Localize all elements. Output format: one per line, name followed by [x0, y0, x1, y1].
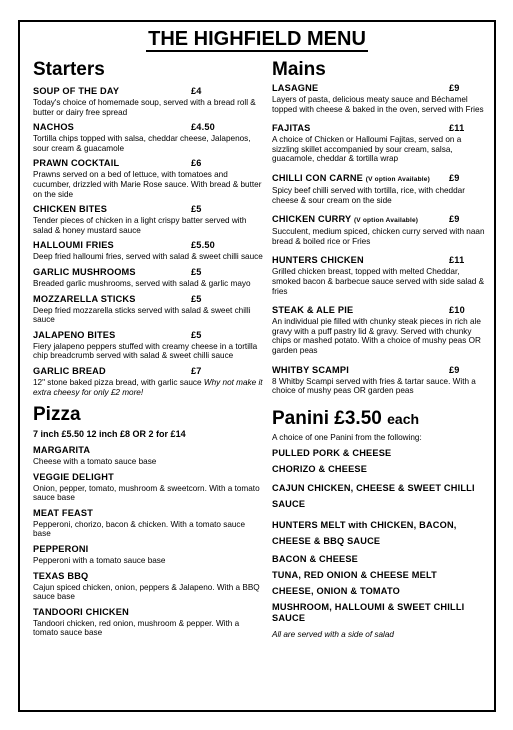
main-fajitas: [272, 123, 486, 164]
item-description: 8 Whitby Scampi served with fries & tartar sauce. With a choice of mushy peas OR garden peas: [272, 376, 476, 396]
item-description: Prawns served on a bed of lettuce, with tomatoes and cucumber, drizzled with Marie Rose sauce. With bread & butter on the side: [33, 170, 262, 199]
starter-garlic-bread: [33, 366, 263, 397]
starter-garlic-mushrooms: [33, 267, 263, 289]
panini-item: CHORIZO & CHEESE: [272, 463, 368, 474]
panini-intro: A choice of one Panini from the following:: [272, 432, 422, 442]
item-description: Tender pieces of chicken in a light crispy batter served with salad & honey mustard sauce: [33, 216, 247, 235]
pizza-prices: 7 inch £5.50 12 inch £8 OR 2 for £14: [33, 429, 186, 440]
item-price: £9: [449, 214, 460, 225]
pizza-heading: Pizza: [33, 404, 81, 426]
item-name: TANDOORI CHICKEN: [33, 606, 129, 617]
item-description: Today's choice of homemade soup, served with a bread roll & butter or dairy free spread: [33, 98, 256, 117]
item-name: VEGGIE DELIGHT: [33, 471, 114, 482]
item-price: £5: [191, 266, 202, 277]
item-name: JALAPENO BITES: [33, 329, 116, 340]
item-price: £5.50: [191, 240, 215, 251]
pizza-tandoori-chicken: [33, 607, 263, 638]
pizza-texas-bbq: [33, 571, 263, 602]
item-name: TEXAS BBQ: [33, 570, 89, 581]
item-price: £7: [191, 365, 202, 376]
v-option-tag: (V option Available): [365, 175, 430, 183]
item-price: £9: [449, 364, 460, 375]
starter-prawn-cocktail: [33, 158, 263, 199]
panini-item: HUNTERS MELT with CHICKEN, BACON, CHEESE & BBQ SAUCE: [272, 519, 457, 546]
item-name: STEAK & ALE PIE: [272, 305, 354, 316]
item-price: £5: [191, 293, 202, 304]
left-column: [33, 59, 263, 638]
item-description: Layers of pasta, delicious meaty sauce and Béchamel topped with cheese & baked in the oven, served with Fries: [272, 95, 484, 114]
starter-mozzarella-sticks: [33, 294, 263, 325]
main-lasagne: [272, 83, 486, 114]
item-name: MOZZARELLA STICKS: [33, 293, 136, 304]
panini-item: PULLED PORK & CHEESE: [272, 447, 392, 458]
item-name: CHILLI CON CARNE: [272, 172, 363, 183]
item-description: Onion, pepper, tomato, mushroom & sweetcorn. With a tomato sauce base: [33, 483, 260, 503]
item-name: FAJITAS: [272, 123, 311, 134]
pizza-veggie-delight: [33, 472, 263, 503]
item-price: £5: [191, 204, 202, 215]
pizza-pepperoni: [33, 544, 263, 566]
item-name: CHICKEN BITES: [33, 204, 108, 215]
item-name: PEPPERONI: [33, 544, 89, 555]
main-whitby-scampi: [272, 365, 486, 396]
panini-heading: Panini £3.50 each: [272, 407, 420, 429]
item-description: Cajun spiced chicken, onion, peppers & Jalapeno. With a BBQ sauce base: [33, 582, 260, 602]
item-name: CHICKEN CURRY: [272, 214, 352, 225]
item-price: £5: [191, 329, 202, 340]
item-name: WHITBY SCAMPI: [272, 364, 349, 375]
item-description: Grilled chicken breast, topped with melted Cheddar, smoked bacon & barbecue sauce served with side salad & fries: [272, 267, 485, 296]
starter-nachos: [33, 122, 263, 153]
item-price: £9: [449, 172, 460, 183]
panini-item: CHEESE, ONION & TOMATO: [272, 585, 400, 596]
item-description: Cheese with a tomato sauce base: [33, 457, 157, 467]
panini-heading-each: each: [387, 410, 420, 427]
menu-title: THE HIGHFIELD MENU: [148, 28, 366, 50]
item-description: Fiery jalapeno peppers stuffed with creamy cheese in a tortilla chip breadcrumb served with salad & sweet chilli sauce: [33, 341, 258, 361]
starters-heading: Starters: [33, 59, 105, 80]
item-name: SOUP OF THE DAY: [33, 86, 120, 96]
panini-item: CAJUN CHICKEN, CHEESE & SWEET CHILLI SAUCE: [272, 482, 475, 509]
item-name: GARLIC BREAD: [33, 365, 106, 376]
item-price: £11: [449, 255, 465, 266]
item-description: Tandoori chicken, red onion, mushroom & pepper. With a tomato sauce base: [33, 618, 240, 638]
item-name: HALLOUMI FRIES: [33, 240, 114, 251]
item-description: Pepperoni with a tomato sauce base: [33, 556, 166, 566]
panini-note: All are served with a side of salad: [272, 629, 394, 639]
v-option-tag: (V option Available): [353, 217, 419, 225]
item-name: HUNTERS CHICKEN: [272, 255, 364, 266]
panini-item: MUSHROOM, HALLOUMI & SWEET CHILLI SAUCE: [272, 601, 465, 623]
pizza-meat-feast: [33, 508, 263, 539]
main-chicken-curry: [272, 214, 486, 246]
item-description: 12" stone baked pizza bread, with garlic sauce Why not make it extra cheesy for only £2 more!: [33, 377, 263, 397]
item-price: £9: [449, 83, 460, 93]
item-name: NACHOS: [33, 122, 75, 133]
item-price: £6: [191, 158, 202, 169]
item-price: £4: [191, 86, 202, 96]
item-description: Breaded garlic mushrooms, served with salad & garlic mayo: [33, 278, 251, 288]
item-description: A choice of Chicken or Halloumi Fajitas, served on a sizzling skillet accompanied by sour cream, salsa, guacamole, cheddar & tortilla wrap: [272, 135, 462, 164]
item-name: LASAGNE: [272, 83, 319, 93]
item-name: GARLIC MUSHROOMS: [33, 266, 136, 277]
item-description: Succulent, medium spiced, chicken curry served with naan bread & boiled rice or Fries: [272, 227, 485, 246]
starter-jalapeno-bites: [33, 330, 263, 361]
item-description: Pepperoni, chorizo, bacon & chicken. With a tomato sauce base: [33, 519, 246, 539]
item-description: Deep fried mozzarella sticks served with salad & sweet chilli sauce: [33, 305, 251, 325]
item-price: £4.50: [191, 122, 215, 133]
item-name: MEAT FEAST: [33, 507, 94, 518]
main-hunters-chicken: [272, 255, 486, 296]
item-description: Deep fried halloumi fries, served with salad & sweet chilli sauce: [33, 252, 263, 262]
item-price: £10: [449, 305, 465, 316]
panini-item: TUNA, RED ONION & CHEESE MELT: [272, 569, 437, 580]
main-chilli-con-carne: [272, 173, 486, 205]
main-steak-and-ale-pie: [272, 305, 486, 355]
item-name: MARGARITA: [33, 445, 91, 456]
panini-item: BACON & CHEESE: [272, 553, 359, 564]
item-description: An individual pie filled with chunky steak pieces in rich ale gravy with a puff pastry lid & gravy. Served with chunky chips or mashed potato. With a choice of mushy peas OR garden peas: [272, 317, 481, 355]
pizza-margarita: [33, 445, 263, 467]
item-description-italic: Why not make it extra cheesy for only £2 more!: [33, 377, 263, 397]
item-description: Tortilla chips topped with salsa, cheddar cheese, Jalapenos, sour cream & guacamole: [33, 134, 251, 153]
right-column: [272, 59, 486, 640]
item-price: £11: [449, 123, 465, 134]
mains-heading: Mains: [272, 59, 326, 80]
starter-chicken-bites: [33, 204, 263, 235]
menu-frame: [18, 20, 496, 712]
item-description: Spicy beef chilli served with tortilla, rice, with cheddar cheese & sour cream on the side: [272, 185, 465, 205]
item-name: PRAWN COCKTAIL: [33, 158, 120, 169]
starter-halloumi-fries: [33, 240, 263, 262]
starter-soup-of-the-day: [33, 86, 263, 117]
